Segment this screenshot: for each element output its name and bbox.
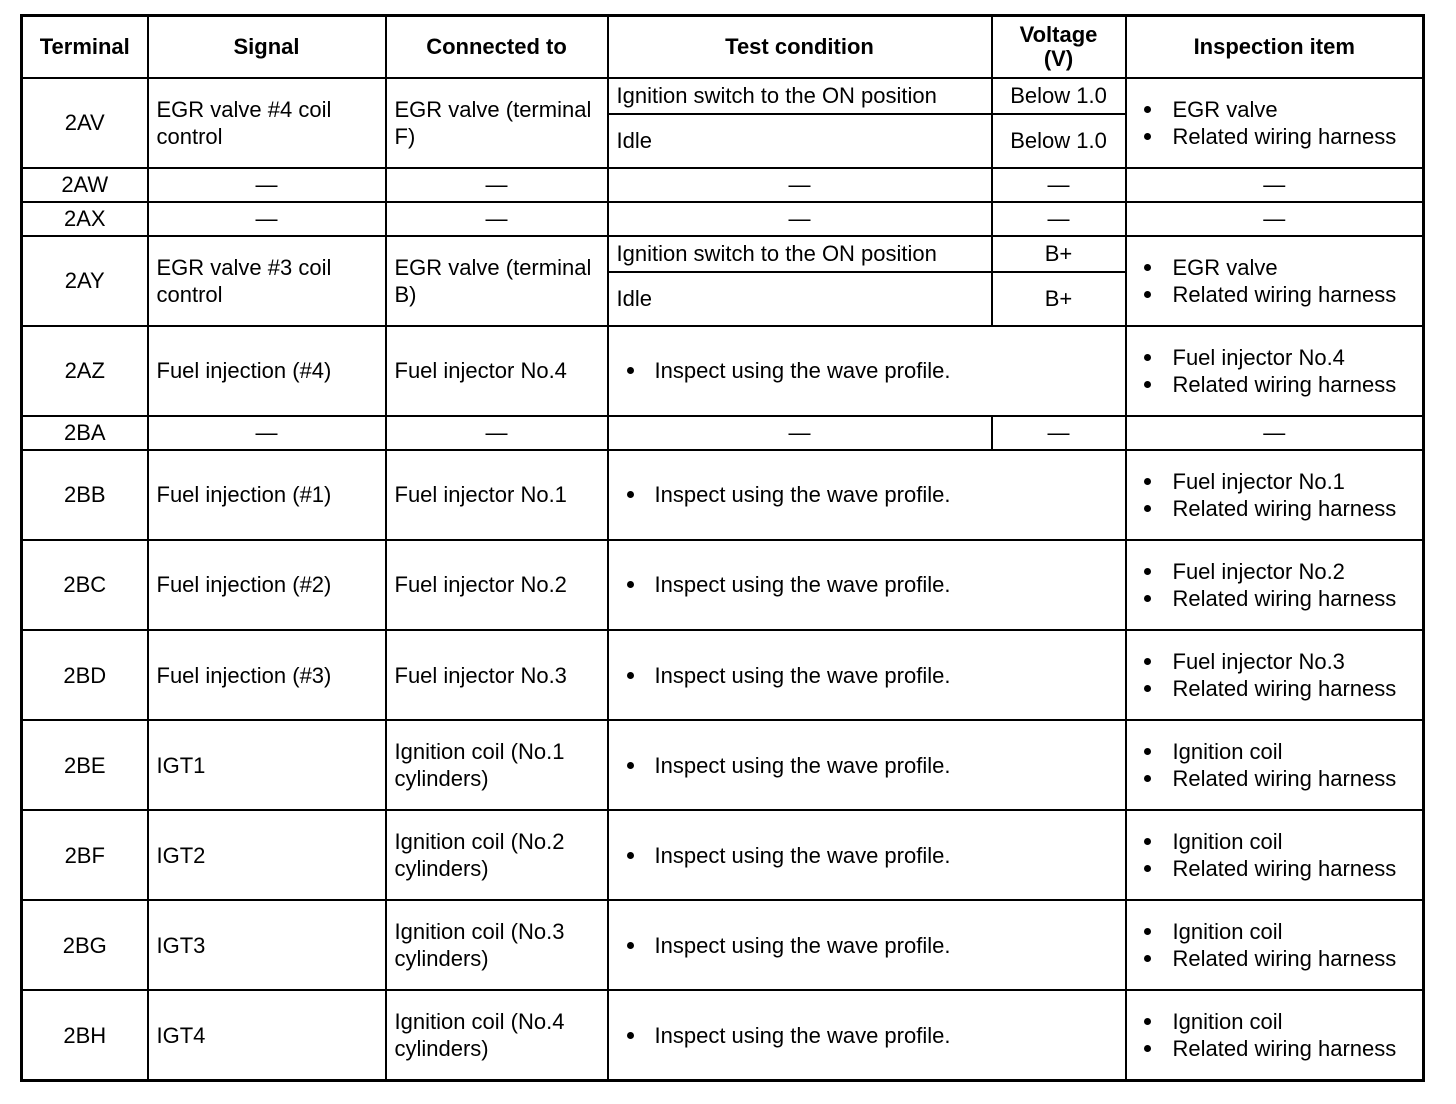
table-row <box>22 900 1424 990</box>
signal-cell: — <box>148 416 386 450</box>
connected-cell: Ignition coil (No.3 cylinders) <box>386 900 608 990</box>
signal-cell: Fuel injection (#4) <box>148 326 386 416</box>
list-item: Inspect using the wave profile. <box>617 481 1117 508</box>
list-item: Inspect using the wave profile. <box>617 357 1117 384</box>
header-terminal: Terminal <box>22 16 148 78</box>
inspection-cell <box>1126 810 1424 900</box>
inspection-list <box>1135 468 1415 522</box>
table-row <box>22 720 1424 810</box>
terminal-cell: 2BG <box>22 900 148 990</box>
terminal-cell: 2BF <box>22 810 148 900</box>
inspection-cell <box>1126 990 1424 1080</box>
list-item: Ignition coil <box>1135 1008 1415 1035</box>
signal-cell: EGR valve #4 coil control <box>148 78 386 168</box>
list-item: EGR valve <box>1135 254 1415 281</box>
list-item: Fuel injector No.4 <box>1135 344 1415 371</box>
header-row <box>22 16 1424 78</box>
test-condition-list <box>617 752 1117 779</box>
test-condition-list <box>617 842 1117 869</box>
test-condition-cell: Idle <box>608 114 992 168</box>
test-condition-cell: — <box>608 416 992 450</box>
test-condition-cell: — <box>608 202 992 236</box>
inspection-list <box>1135 96 1415 150</box>
table-row <box>22 78 1424 114</box>
list-item: Ignition coil <box>1135 918 1415 945</box>
test-condition-list <box>617 571 1117 598</box>
inspection-list <box>1135 254 1415 308</box>
connected-cell: Ignition coil (No.2 cylinders) <box>386 810 608 900</box>
inspection-list <box>1135 558 1415 612</box>
terminal-cell: 2BA <box>22 416 148 450</box>
inspection-list <box>1135 648 1415 702</box>
table-row <box>22 236 1424 272</box>
list-item: Inspect using the wave profile. <box>617 752 1117 779</box>
connected-cell: Fuel injector No.2 <box>386 540 608 630</box>
inspection-cell <box>1126 630 1424 720</box>
signal-cell: IGT4 <box>148 990 386 1080</box>
test-condition-cell <box>608 540 1126 630</box>
list-item: Related wiring harness <box>1135 123 1415 150</box>
test-condition-list <box>617 1022 1117 1049</box>
signal-cell: Fuel injection (#2) <box>148 540 386 630</box>
test-condition-cell <box>608 810 1126 900</box>
list-item: Inspect using the wave profile. <box>617 932 1117 959</box>
connected-cell: — <box>386 168 608 202</box>
test-condition-list <box>617 662 1117 689</box>
terminal-cell: 2AW <box>22 168 148 202</box>
voltage-cell: — <box>992 168 1126 202</box>
list-item: Related wiring harness <box>1135 281 1415 308</box>
test-condition-cell: — <box>608 168 992 202</box>
inspection-cell <box>1126 78 1424 168</box>
connected-cell: Ignition coil (No.4 cylinders) <box>386 990 608 1080</box>
inspection-list <box>1135 1008 1415 1062</box>
terminal-cell: 2BC <box>22 540 148 630</box>
list-item: Related wiring harness <box>1135 945 1415 972</box>
signal-cell: — <box>148 202 386 236</box>
list-item: Ignition coil <box>1135 828 1415 855</box>
signal-cell: Fuel injection (#1) <box>148 450 386 540</box>
list-item: Inspect using the wave profile. <box>617 1022 1117 1049</box>
voltage-cell: B+ <box>992 236 1126 272</box>
test-condition-cell <box>608 326 1126 416</box>
connected-cell: EGR valve (terminal F) <box>386 78 608 168</box>
terminal-cell: 2AX <box>22 202 148 236</box>
inspection-cell: — <box>1126 168 1424 202</box>
inspection-cell <box>1126 326 1424 416</box>
table-row <box>22 202 1424 236</box>
connected-cell: Fuel injector No.3 <box>386 630 608 720</box>
test-condition-cell <box>608 990 1126 1080</box>
connected-cell: — <box>386 416 608 450</box>
list-item: Fuel injector No.1 <box>1135 468 1415 495</box>
list-item: Related wiring harness <box>1135 495 1415 522</box>
list-item: Related wiring harness <box>1135 675 1415 702</box>
test-condition-cell <box>608 450 1126 540</box>
signal-cell: IGT2 <box>148 810 386 900</box>
voltage-cell: B+ <box>992 272 1126 326</box>
table-row <box>22 326 1424 416</box>
voltage-cell: Below 1.0 <box>992 78 1126 114</box>
signal-cell: — <box>148 168 386 202</box>
list-item: Fuel injector No.3 <box>1135 648 1415 675</box>
terminal-cell: 2BD <box>22 630 148 720</box>
signal-cell: Fuel injection (#3) <box>148 630 386 720</box>
terminal-cell: 2AV <box>22 78 148 168</box>
terminal-cell: 2BE <box>22 720 148 810</box>
test-condition-list <box>617 932 1117 959</box>
inspection-list <box>1135 828 1415 882</box>
connected-cell: EGR valve (terminal B) <box>386 236 608 326</box>
table-row <box>22 540 1424 630</box>
header-signal: Signal <box>148 16 386 78</box>
test-condition-list <box>617 481 1117 508</box>
signal-cell: IGT1 <box>148 720 386 810</box>
terminal-inspection-table <box>20 14 1425 1082</box>
list-item: Related wiring harness <box>1135 585 1415 612</box>
inspection-cell: — <box>1126 202 1424 236</box>
table-row <box>22 990 1424 1080</box>
table-row <box>22 630 1424 720</box>
test-condition-list <box>617 357 1117 384</box>
connected-cell: — <box>386 202 608 236</box>
inspection-cell <box>1126 236 1424 326</box>
connected-cell: Ignition coil (No.1 cylinders) <box>386 720 608 810</box>
inspection-cell <box>1126 540 1424 630</box>
signal-cell: EGR valve #3 coil control <box>148 236 386 326</box>
list-item: Related wiring harness <box>1135 1035 1415 1062</box>
list-item: EGR valve <box>1135 96 1415 123</box>
inspection-list <box>1135 344 1415 398</box>
inspection-list <box>1135 918 1415 972</box>
test-condition-cell: Ignition switch to the ON position <box>608 236 992 272</box>
terminal-cell: 2AZ <box>22 326 148 416</box>
inspection-list <box>1135 738 1415 792</box>
table-row <box>22 168 1424 202</box>
inspection-cell <box>1126 720 1424 810</box>
list-item: Ignition coil <box>1135 738 1415 765</box>
test-condition-cell <box>608 630 1126 720</box>
inspection-cell <box>1126 900 1424 990</box>
inspection-cell <box>1126 450 1424 540</box>
list-item: Fuel injector No.2 <box>1135 558 1415 585</box>
header-connected-to: Connected to <box>386 16 608 78</box>
list-item: Inspect using the wave profile. <box>617 662 1117 689</box>
list-item: Inspect using the wave profile. <box>617 842 1117 869</box>
list-item: Inspect using the wave profile. <box>617 571 1117 598</box>
header-inspection-item: Inspection item <box>1126 16 1424 78</box>
connected-cell: Fuel injector No.4 <box>386 326 608 416</box>
table-row <box>22 450 1424 540</box>
test-condition-cell: Idle <box>608 272 992 326</box>
terminal-cell: 2AY <box>22 236 148 326</box>
terminal-cell: 2BH <box>22 990 148 1080</box>
test-condition-cell: Ignition switch to the ON position <box>608 78 992 114</box>
voltage-cell: — <box>992 416 1126 450</box>
voltage-cell: — <box>992 202 1126 236</box>
connected-cell: Fuel injector No.1 <box>386 450 608 540</box>
test-condition-cell <box>608 720 1126 810</box>
signal-cell: IGT3 <box>148 900 386 990</box>
list-item: Related wiring harness <box>1135 765 1415 792</box>
table-row <box>22 416 1424 450</box>
list-item: Related wiring harness <box>1135 371 1415 398</box>
terminal-cell: 2BB <box>22 450 148 540</box>
voltage-cell: Below 1.0 <box>992 114 1126 168</box>
inspection-cell: — <box>1126 416 1424 450</box>
table-row <box>22 810 1424 900</box>
header-test-condition: Test condition <box>608 16 992 78</box>
list-item: Related wiring harness <box>1135 855 1415 882</box>
test-condition-cell <box>608 900 1126 990</box>
header-voltage: Voltage (V) <box>992 16 1126 78</box>
